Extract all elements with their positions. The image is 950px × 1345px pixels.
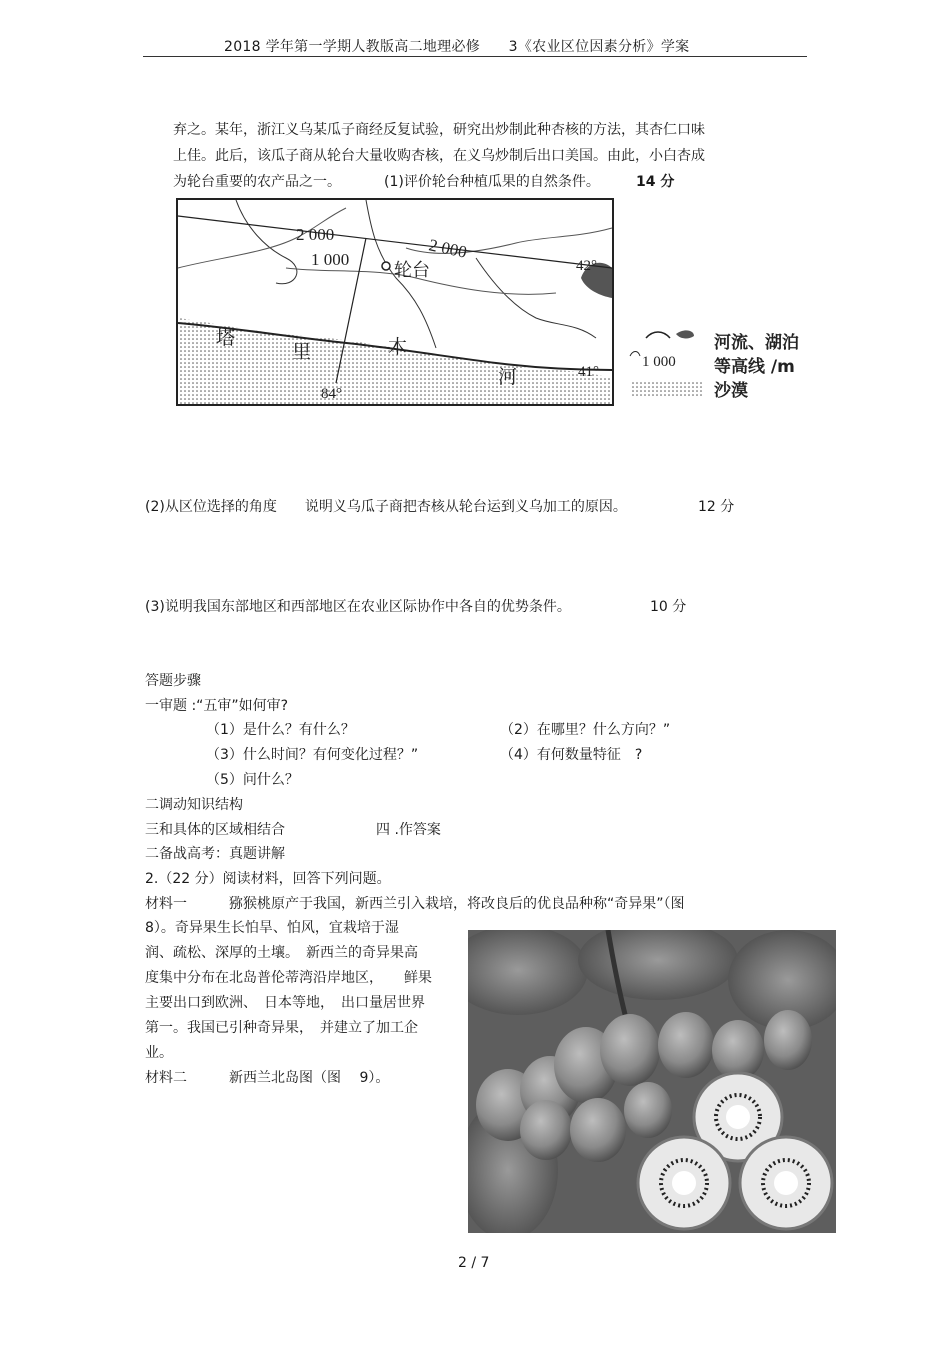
step-3: 三和具体的区域相结合 — [145, 822, 285, 838]
legend-contour-value: 1 000 — [642, 354, 676, 370]
river-label-char: 塔 — [216, 327, 236, 349]
question-2-score: 12 分 — [698, 499, 735, 515]
step-2: 二调动知识结构 — [145, 797, 243, 813]
step-1: 一审题 :“五审”如何审? — [145, 698, 289, 714]
luntai-map-svg — [176, 198, 614, 406]
kiwifruit-photo — [468, 930, 836, 1233]
kiwi-slice — [740, 1137, 832, 1229]
material-2: 材料二 新西兰北岛图（图 9）。 — [145, 1070, 390, 1086]
luntai-city-marker — [382, 262, 390, 270]
kiwi-fruit — [520, 1100, 572, 1160]
step-1-item-4: （4）有何数量特征 ? — [500, 747, 643, 763]
step-1-item-3: （3）什么时间？有何变化过程？” — [206, 747, 419, 763]
map-legend-svg — [628, 326, 838, 406]
step-4: 四 .作答案 — [376, 822, 441, 838]
material-1-line-7: 业。 — [145, 1045, 173, 1061]
latitude-label-42: 42° — [576, 258, 597, 274]
passage-line-3: 为轮台重要的农产品之一。 — [173, 174, 341, 190]
steps-title: 答题步骤 — [145, 673, 201, 689]
river-label-char: 河 — [498, 366, 518, 388]
material-1-line-3: 润、疏松、深厚的土壤。 新西兰的奇异果高 — [145, 945, 418, 961]
question-2: (2)从区位选择的角度 说明义乌瓜子商把杏核从轮台运到义乌加工的原因。 — [145, 499, 627, 515]
step-1-item-2: （2）在哪里？什么方向？” — [500, 722, 671, 738]
page-number: 2 / 7 — [458, 1255, 490, 1271]
material-1-line-1: 材料一 猕猴桃原产于我国，新西兰引入栽培，将改良后的优良品种称“奇异果”（图 — [145, 896, 685, 912]
material-1-line-2: 8）。奇异果生长怕旱、怕风，宜栽培于湿 — [145, 920, 399, 936]
legend-contour-symbol — [630, 352, 640, 357]
question-1-score: 14 分 — [636, 174, 675, 190]
kiwifruit-photo-svg — [468, 930, 836, 1233]
contour-label-2000-a: 2 000 — [296, 225, 335, 244]
legend-desert: 沙漠 — [714, 381, 748, 401]
legend-contour: 等高线 /m — [714, 357, 795, 377]
question-block-2-intro: 2.（22 分）阅读材料，回答下列问题。 — [145, 871, 391, 887]
river-label-char: 里 — [292, 341, 312, 363]
contour-label-2000-b: 2 000 — [427, 235, 469, 262]
latitude-label-41: 41° — [578, 364, 599, 380]
page-header-title: 2018 学年第一学期人教版高二地理必修 3《农业区位因素分析》学案 — [224, 39, 690, 55]
city-label-luntai: 轮台 — [394, 260, 430, 281]
legend-river-symbol — [646, 332, 670, 338]
kiwi-fruit — [658, 1012, 714, 1078]
material-1-line-6: 第一。我国已引种奇异果， 并建立了加工企 — [145, 1020, 418, 1036]
question-3: (3)说明我国东部地区和西部地区在农业区际协作中各自的优势条件。 — [145, 599, 571, 615]
material-1-line-4: 度集中分布在北岛普伦蒂湾沿岸地区， 鲜果 — [145, 970, 432, 986]
kiwi-fruit — [624, 1082, 672, 1138]
kiwi-fruit — [570, 1098, 626, 1162]
passage-line-2: 上佳。此后，该瓜子商从轮台大量收购杏核，在义乌炒制后出口美国。由此，小白杏成 — [173, 148, 705, 164]
header-rule — [143, 56, 807, 57]
step-1-item-1: （1）是什么？有什么？ — [206, 722, 355, 738]
legend-river-lake: 河流、湖泊 — [714, 333, 799, 353]
passage-line-1: 弃之。某年，浙江义乌某瓜子商经反复试验，研究出炒制此种杏核的方法，其杏仁口味 — [173, 122, 705, 138]
river-label-char: 木 — [388, 336, 408, 358]
kiwi-slice — [638, 1137, 730, 1229]
legend-desert-symbol — [632, 380, 702, 396]
longitude-label-84: 84° — [321, 386, 342, 402]
map-legend — [628, 326, 838, 406]
step-5: 二备战高考：真题讲解 — [145, 846, 285, 862]
legend-lake-symbol — [676, 330, 694, 338]
kiwi-fruit — [764, 1010, 812, 1070]
question-3-score: 10 分 — [650, 599, 687, 615]
step-1-item-5: （5）问什么？ — [206, 772, 299, 788]
kiwi-fruit — [712, 1020, 764, 1080]
luntai-map — [176, 198, 614, 406]
material-1-line-5: 主要出口到欧洲、 日本等地， 出口量居世界 — [145, 995, 425, 1011]
contour-label-1000: 1 000 — [311, 250, 350, 269]
kiwi-fruit — [600, 1014, 660, 1086]
question-1: (1)评价轮台种植瓜果的自然条件。 — [384, 174, 600, 190]
